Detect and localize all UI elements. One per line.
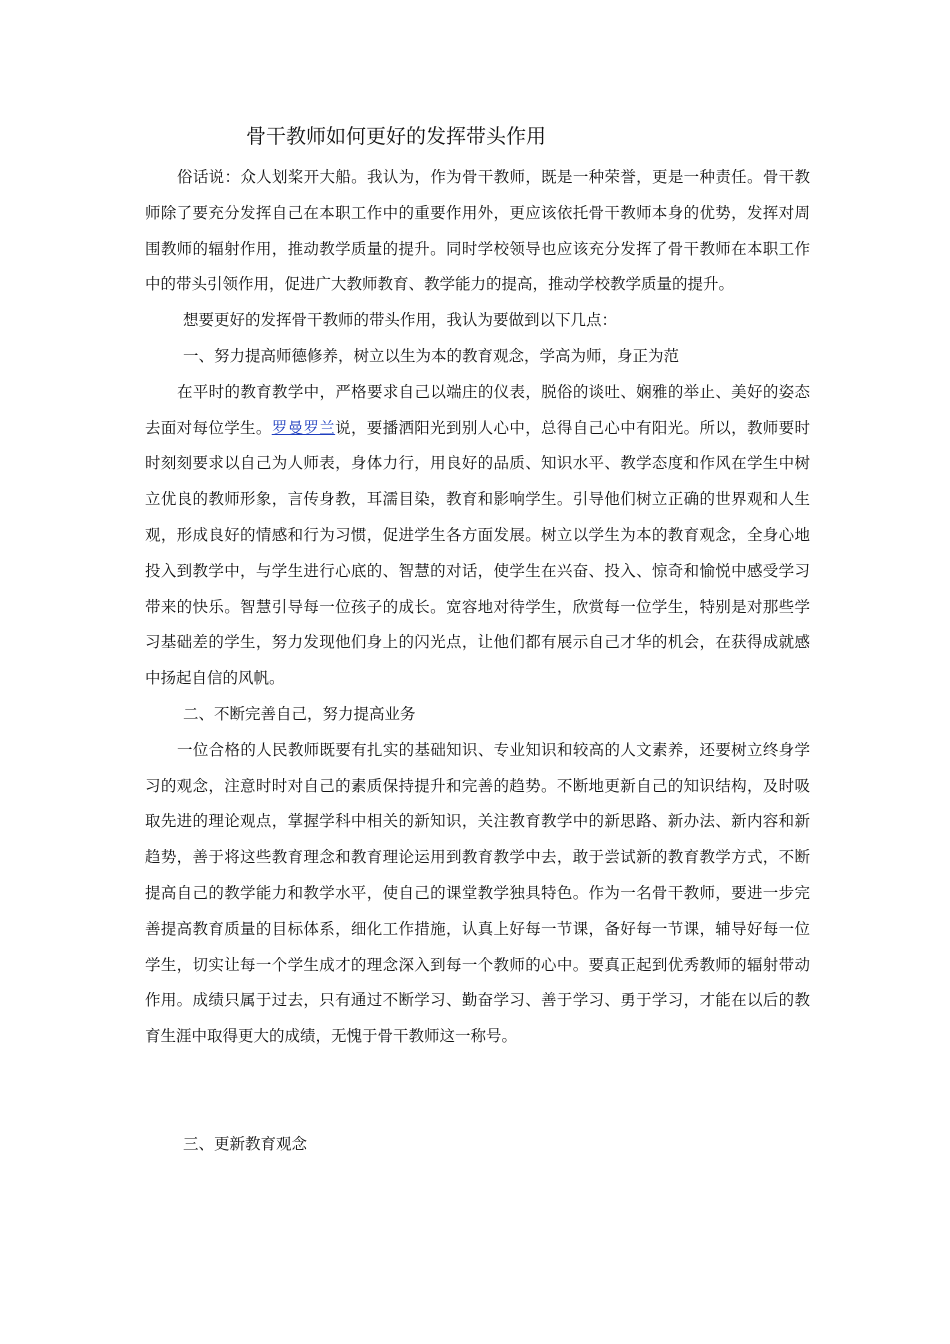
section-1-text-a: 在平时的教育教学中，严格要求自己以端庄的仪表，脱俗的谈吐、娴雅的举止、美好的姿态去面对每位学生。 — [145, 382, 810, 437]
section-2-paragraph: 一位合格的人民教师既要有扎实的基础知识、专业知识和较高的人文素养，还要树立终身学习的观念，注意时时对自己的素质保持提升和完善的趋势。不断地更新自己的知识结构，及时吸取先进的理论观点，掌握学科中相关的新知识，关注教育教学中的新思路、新办法、新内容和新趋势，善于将这些教育理念和教育理论运用到教育教学中去，敢于尝试新的教育教学方式，不断提高自己的教学能力和教学水平，使自己的课堂教学独具特色。作为一名骨干教师，要进一步完善提高教育质量的目标体系，细化工作措施，认真上好每一节课，备好每一节课，辅导好每一位学生，切实让每一个学生成才的理念深入到每一个教师的心中。要真正起到优秀教师的辐射带动作用。成绩只属于过去，只有通过不断学习、勤奋学习、善于学习、勇于学习，才能在以后的教育生涯中取得更大的成绩，无愧于骨干教师这一称号。 — [145, 740, 810, 1046]
lead-paragraph: 想要更好的发挥骨干教师的带头作用，我认为要做到以下几点： — [183, 311, 618, 330]
section-heading-2: 二、不断完善自己，努力提高业务 — [183, 704, 416, 723]
intro-paragraph: 俗话说：众人划桨开大船。我认为，作为骨干教师，既是一种荣誉，更是一种责任。骨干教师除了要充分发挥自己在本职工作中的重要作用外，更应该依托骨干教师本身的优势，发挥对周围教师的辐射作用，推动教学质量的提升。同时学校领导也应该充分发挥了骨干教师在本职工作中的带头引领作用，促进广大教师教育、教学能力的提高，推动学校教学质量的提升。 — [145, 168, 810, 294]
section-heading-3: 三、更新教育观念 — [183, 1134, 308, 1153]
section-1-text-b: 说，要播洒阳光到别人心中，总得自己心中有阳光。所以，教师要时时刻刻要求以自己为人师表，身体力行，用良好的品质、知识水平、教学态度和作风在学生中树立优良的教师形象，言传身教，耳濡目染，教育和影响学生。引导他们树立正确的世界观和人生观，形成良好的情感和行为习惯，促进学生各方面发展。树立以学生为本的教育观念，全身心地投入到教学中，与学生进行心底的、智慧的对话，使学生在兴奋、投入、惊奇和愉悦中感受学习带来的快乐。智慧引导每一位孩子的成长。宽容地对待学生，欣赏每一位学生，特别是对那些学习基础差的学生，努力发现他们身上的闪光点，让他们都有展示自己才华的机会，在获得成就感中扬起自信的风帆。 — [145, 418, 810, 688]
section-heading-1: 一、努力提高师德修养，树立以生为本的教育观念，学高为师，身正为范 — [183, 346, 680, 365]
document-title: 骨干教师如何更好的发挥带头作用 — [246, 124, 546, 148]
document-body — [145, 160, 810, 1163]
section-1-paragraph — [145, 375, 810, 697]
romain-rolland-link[interactable]: 罗曼罗兰 — [271, 418, 336, 437]
blank-space — [145, 1055, 810, 1127]
